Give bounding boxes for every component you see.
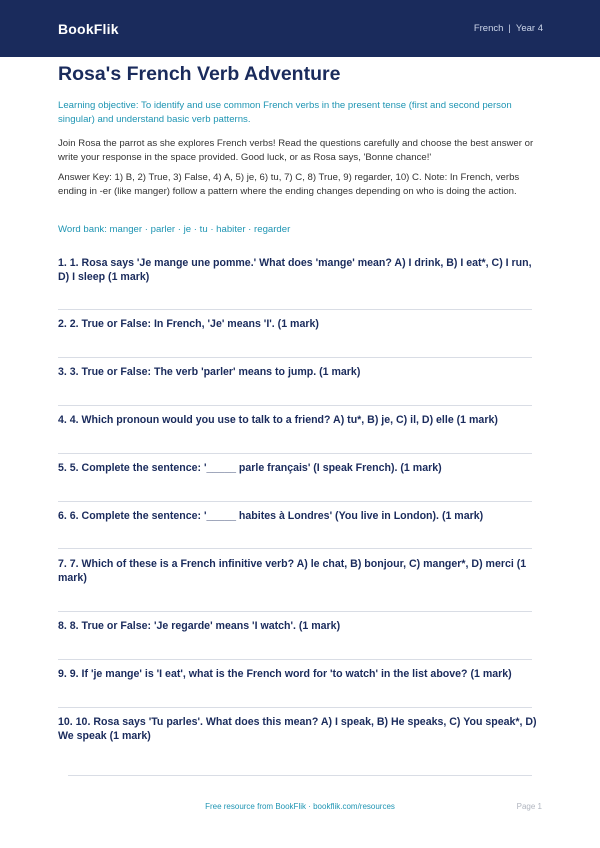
- page-title: Rosa's French Verb Adventure: [58, 63, 341, 85]
- answer-line-3[interactable]: [58, 405, 532, 406]
- brand-logo[interactable]: BookFlik: [58, 20, 119, 37]
- question-5: 5. 5. Complete the sentence: '_____ parle français' (I speak French). (1 mark): [58, 462, 442, 474]
- word-bank: Word bank: manger · parler · je · tu · habiter · regarder: [58, 224, 291, 235]
- question-4: 4. 4. Which pronoun would you use to talk to a friend? A) tu*, B) je, C) il, D) elle (1 mark): [58, 414, 498, 426]
- question-1: 1. 1. Rosa says 'Je mange une pomme.' What does 'mange' mean? A) I drink, B) I eat*, C) I run, D) I sleep (1 mark): [58, 257, 532, 283]
- footer-credit[interactable]: Free resource from BookFlik · bookflik.com/resources: [205, 802, 395, 811]
- intro-text: Join Rosa the parrot as she explores French verbs! Read the questions carefully and choose the best answer or write your response in the space provided. Good luck, or as Rosa says, 'Bonne chance!': [58, 138, 534, 163]
- answer-key: Answer Key: 1) B, 2) True, 3) False, 4) A, 5) je, 6) tu, 7) C, 8) True, 9) regarder, 10) C. Note: In French, verbs ending in -er (like manger) follow a pattern where the ending changes depending on who is doing the action.: [58, 172, 520, 197]
- question-10: 10. 10. Rosa says 'Tu parles'. What does this mean? A) I speak, B) He speaks, C) You speak*, D) We speak (1 mark): [58, 716, 537, 742]
- question-7: 7. 7. Which of these is a French infinitive verb? A) le chat, B) bonjour, C) manger*, D) merci (1 mark): [58, 558, 527, 584]
- header-bar: [0, 0, 600, 57]
- answer-line-9[interactable]: [58, 707, 532, 708]
- question-3: 3. 3. True or False: The verb 'parler' means to jump. (1 mark): [58, 366, 361, 378]
- header-meta: [474, 23, 543, 34]
- header-separator: |: [508, 23, 511, 34]
- question-8: 8. 8. True or False: 'Je regarde' means 'I watch'. (1 mark): [58, 620, 341, 632]
- answer-line-1[interactable]: [58, 309, 532, 310]
- footer-divider: [68, 775, 532, 776]
- answer-line-6[interactable]: [58, 548, 532, 549]
- answer-line-8[interactable]: [58, 659, 532, 660]
- page-number: Page 1: [516, 802, 542, 811]
- year-label: Year 4: [515, 23, 543, 34]
- question-6: 6. 6. Complete the sentence: '_____ habites à Londres' (You live in London). (1 mark): [58, 510, 484, 522]
- subject-label: French: [473, 23, 504, 34]
- question-9: 9. 9. If 'je mange' is 'I eat', what is the French word for 'to watch' in the list above? (1 mark): [58, 668, 512, 680]
- answer-line-4[interactable]: [58, 453, 532, 454]
- learning-objective: Learning objective: To identify and use common French verbs in the present tense (first and second person singular) and understand basic verb patterns.: [58, 100, 512, 125]
- question-2: 2. 2. True or False: In French, 'Je' means 'I'. (1 mark): [58, 318, 319, 330]
- answer-line-5[interactable]: [58, 501, 532, 502]
- answer-line-2[interactable]: [58, 357, 532, 358]
- answer-line-7[interactable]: [58, 611, 532, 612]
